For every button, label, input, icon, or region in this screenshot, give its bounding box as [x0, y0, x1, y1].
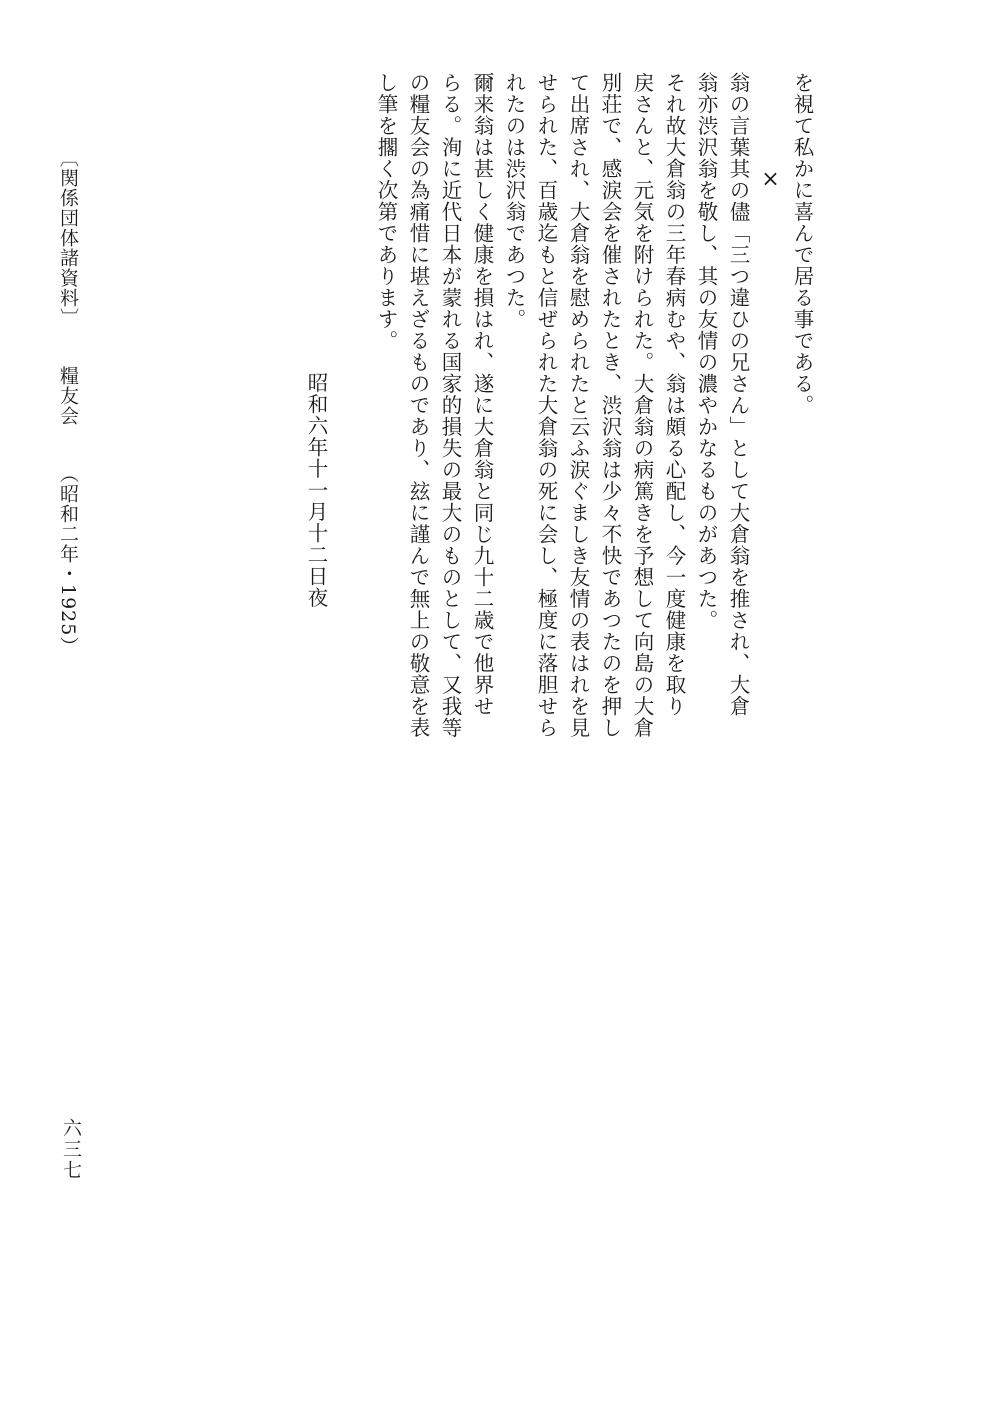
text-line: それ故大倉翁の三年春病むや、翁は頗る心配し、今一度健康を取り: [662, 72, 686, 717]
text-line: の糧友会の為痛惜に堪えざるものであり、玆に謹んで無上の敬意を表: [406, 72, 430, 739]
period-label: （昭和二年・1925）: [57, 464, 79, 657]
page-number: 六三七: [60, 1118, 82, 1181]
text-line: 翁の言葉其の儘「三つ違ひの兄さん」として大倉翁を推され、大倉: [726, 72, 750, 717]
organization-name: 糧友会: [57, 366, 79, 426]
text-line: せられた、百歳迄もと信ぜられた大倉翁の死に会し、極度に落胆せら: [534, 72, 558, 739]
text-line: 爾来翁は甚しく健康を損はれ、遂に大倉翁と同じ九十二歳で他界せ: [470, 72, 494, 717]
text-line: 翁亦渋沢翁を敬し、其の友情の濃やかなるものがあつた。: [694, 72, 718, 631]
main-body-text: [300, 72, 818, 739]
section-title: 〔関係団体諸資料〕: [57, 148, 79, 328]
text-line: 戻さんと、元気を附けられた。大倉翁の病篤きを予想して向島の大倉: [630, 72, 654, 739]
section-divider-cross: ×: [758, 167, 783, 193]
text-line: て出席され、大倉翁を慰められたと云ふ涙ぐましき友情の表はれを見: [566, 72, 590, 739]
date-line: 昭和六年十一月十二日夜: [304, 372, 328, 609]
text-line: れたのは渋沢翁であつた。: [502, 72, 526, 330]
text-line: らる。洵に近代日本が蒙れる国家的損失の最大のものとして、又我等: [438, 72, 462, 739]
text-line: を視て私かに喜んで居る事である。: [790, 72, 814, 416]
paragraph-spacer: [332, 72, 370, 712]
running-header: [55, 148, 82, 656]
text-line: し筆を擱く次第であります。: [374, 72, 398, 352]
text-line: 別荘で、感涙会を催されたとき、渋沢翁は少々不快であつたのを押し: [598, 72, 622, 739]
